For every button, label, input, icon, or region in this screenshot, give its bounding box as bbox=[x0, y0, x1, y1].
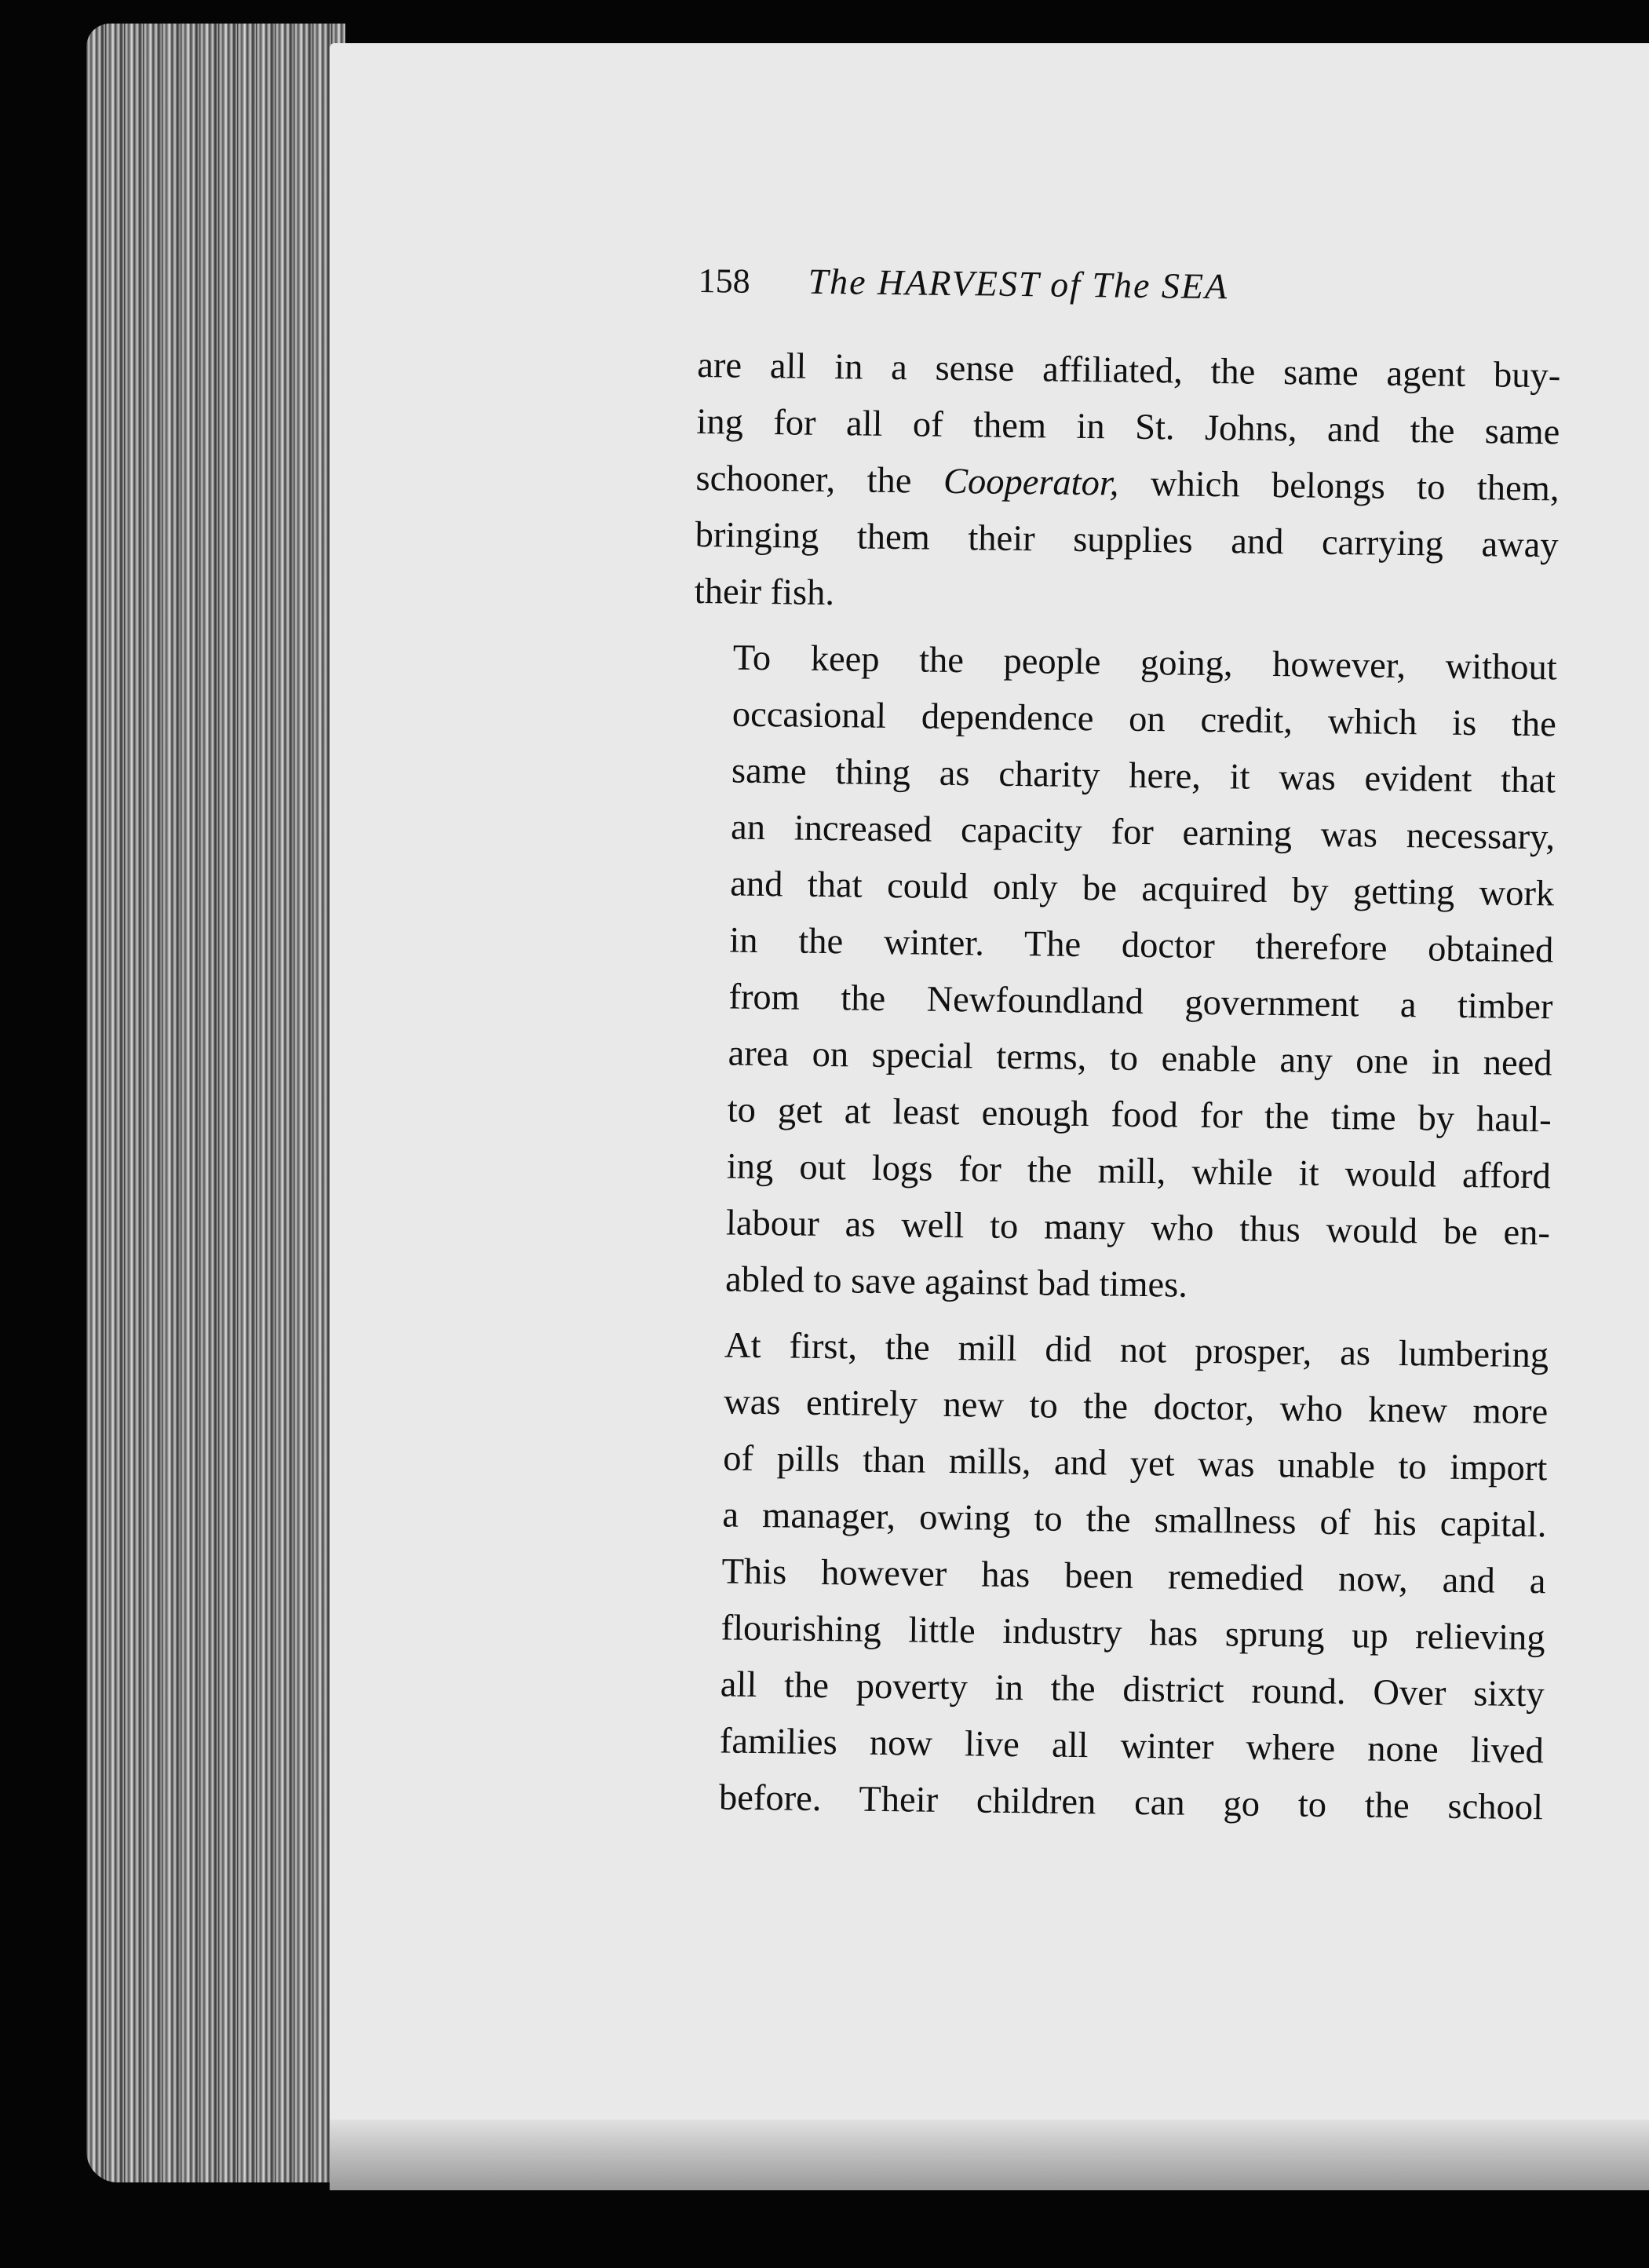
paragraph-3 bbox=[680, 1317, 1549, 1836]
text-segment: which belongs to them, bbox=[1118, 463, 1560, 509]
text-line: occasional dependence on credit, which is the bbox=[731, 694, 1557, 745]
text-line: in the winter. The doctor therefore obtained bbox=[729, 920, 1554, 971]
book-title: The HARVEST of The SEA bbox=[808, 261, 1229, 307]
text-line: from the Newfoundland government a timber bbox=[728, 977, 1553, 1028]
text-line: At first, the mill did not prosper, as lumbering bbox=[724, 1325, 1549, 1376]
ship-name: Cooperator, bbox=[943, 461, 1119, 504]
text-line: same thing as charity here, it was evident that bbox=[731, 751, 1556, 802]
text-line: was entirely new to the doctor, who knew more bbox=[723, 1382, 1549, 1433]
page-number: 158 bbox=[698, 261, 750, 301]
text-line: labour as well to many who thus would be en- bbox=[725, 1203, 1551, 1254]
text-line bbox=[695, 451, 1560, 517]
page-content bbox=[679, 259, 1561, 1846]
text-line: before. Their children can go to the school bbox=[718, 1777, 1544, 1828]
text-line: and that could only be acquired by getting work bbox=[729, 864, 1555, 915]
text-line: an increased capacity for earning was necessary, bbox=[730, 807, 1556, 858]
text-line: To keep the people going, however, without bbox=[732, 637, 1558, 688]
text-segment: schooner, the bbox=[695, 458, 944, 502]
running-head bbox=[698, 259, 1562, 332]
text-line: bringing them their supplies and carrying away bbox=[695, 514, 1559, 566]
text-line: are all in a sense affiliated, the same agent buy- bbox=[697, 345, 1561, 396]
text-line: flourishing little industry has sprung up relieving bbox=[721, 1608, 1545, 1659]
text-line: This however has been remedied now, and a bbox=[721, 1551, 1546, 1602]
text-line: of pills than mills, and yet was unable to import bbox=[723, 1438, 1548, 1489]
text-line: their fish. bbox=[694, 571, 835, 614]
text-line: to get at least enough food for the time by haul- bbox=[727, 1090, 1552, 1141]
page-bottom-shadow bbox=[330, 2120, 1649, 2190]
text-line: all the poverty in the district round. Over sixty bbox=[720, 1664, 1545, 1715]
text-line: abled to save against bad times. bbox=[724, 1259, 1188, 1306]
text-line: ing for all of them in St. Johns, and the same bbox=[696, 401, 1560, 453]
paragraph-1 bbox=[694, 338, 1560, 630]
text-line: a manager, owing to the smallness of his capital. bbox=[722, 1495, 1547, 1546]
paragraph-2 bbox=[686, 630, 1557, 1318]
book-page-edges bbox=[86, 24, 345, 2182]
text-line: ing out logs for the mill, while it would afford bbox=[726, 1146, 1552, 1197]
text-line: area on special terms, to enable any one in need bbox=[728, 1033, 1552, 1084]
text-line: families now live all winter where none lived bbox=[719, 1721, 1545, 1772]
